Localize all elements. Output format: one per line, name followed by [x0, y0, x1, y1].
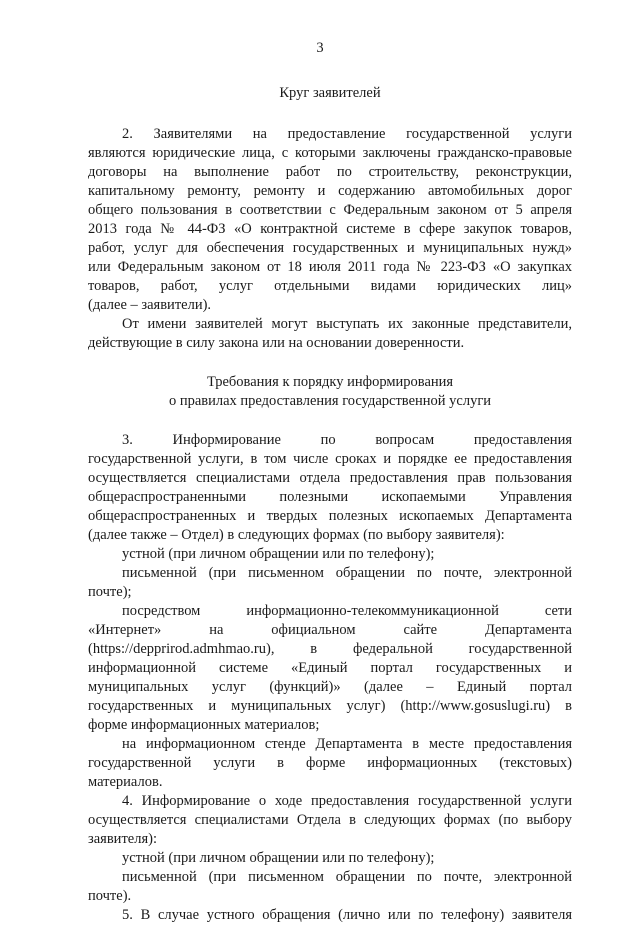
text-line: осуществляется специалистами Отдела в следующих формах (по выбору [88, 812, 572, 828]
text-line: договоры на выполнение работ по строительству, реконструкции, [88, 164, 572, 180]
text-line: 5. В случае устного обращения (лично или по телефону) заявителя [122, 907, 572, 923]
text-line: государственной услуги в форме информационных (текстовых) [88, 755, 572, 771]
text-line: муниципальных услуг (функций)» (далее – Единый портал [88, 679, 572, 695]
text-line: 3. Информирование по вопросам предоставления [122, 432, 572, 448]
text-line: информационной системе «Единый портал государственных и [88, 660, 572, 676]
text-line: (https://depprirod.admhmao.ru), в федеральной государственной [88, 641, 572, 657]
section-heading-information-line1: Требования к порядку информирования [206, 374, 454, 390]
text-line: 4. Информирование о ходе предоставления государственной услуги [122, 793, 572, 809]
text-line: действующие в силу закона или на основании доверенности. [88, 335, 465, 351]
text-line: (далее – заявители). [88, 297, 212, 313]
text-line: устной (при личном обращении или по телефону); [122, 546, 435, 562]
text-line: на информационном стенде Департамента в месте предоставления [122, 736, 572, 752]
text-line: 2. Заявителями на предоставление государственной услуги [122, 126, 572, 142]
text-line: почте); [88, 584, 132, 600]
text-line: общераспространенных и твердых полезных ископаемых Департамента [88, 508, 572, 524]
text-line: форме информационных материалов; [88, 717, 320, 733]
text-line: являются юридические лица, с которыми заключены гражданско-правовые [88, 145, 572, 161]
page-number: 3 [316, 40, 324, 56]
text-line: письменной (при письменном обращении по почте, электронной [122, 565, 572, 581]
text-line: заявителя): [88, 831, 157, 847]
text-line: материалов. [88, 774, 163, 790]
text-line: или Федеральным законом от 18 июля 2011 года № 223-ФЗ «О закупках [88, 259, 572, 275]
text-line: От имени заявителей могут выступать их законные представители, [122, 316, 572, 332]
text-line: устной (при личном обращении или по телефону); [122, 850, 435, 866]
text-line: (далее также – Отдел) в следующих формах (по выбору заявителя): [88, 527, 505, 543]
text-line: общего пользования в соответствии с Федеральным законом от 5 апреля [88, 202, 572, 218]
text-line: государственной услуги, в том числе сроках и порядке ее предоставления [88, 451, 572, 467]
text-line: «Интернет» на официальном сайте Департамента [88, 622, 572, 638]
section-heading-information-line2: о правилах предоставления государственной услуги [168, 393, 492, 409]
text-line: товаров, работ, услуг отдельными видами юридических лиц» [88, 278, 572, 294]
section-heading-applicants: Круг заявителей [279, 85, 381, 101]
text-line: почте). [88, 888, 132, 904]
text-line: общераспространенными полезными ископаемыми Управления [88, 489, 572, 505]
text-line: 2013 года № 44-ФЗ «О контрактной системе в сфере закупок товаров, [88, 221, 572, 237]
text-line: посредством информационно-телекоммуникационной сети [122, 603, 572, 619]
text-line: капитальному ремонту, ремонту и содержанию автомобильных дорог [88, 183, 572, 199]
document-body [88, 84, 572, 925]
text-line: государственных и муниципальных услуг) (http://www.gosuslugi.ru) в [88, 698, 572, 714]
text-line: работ, услуг для обеспечения государственных и муниципальных нужд» [88, 240, 572, 256]
text-line: осуществляется специалистами отдела предоставления прав пользования [88, 470, 572, 486]
text-line: письменной (при письменном обращении по почте, электронной [122, 869, 572, 885]
